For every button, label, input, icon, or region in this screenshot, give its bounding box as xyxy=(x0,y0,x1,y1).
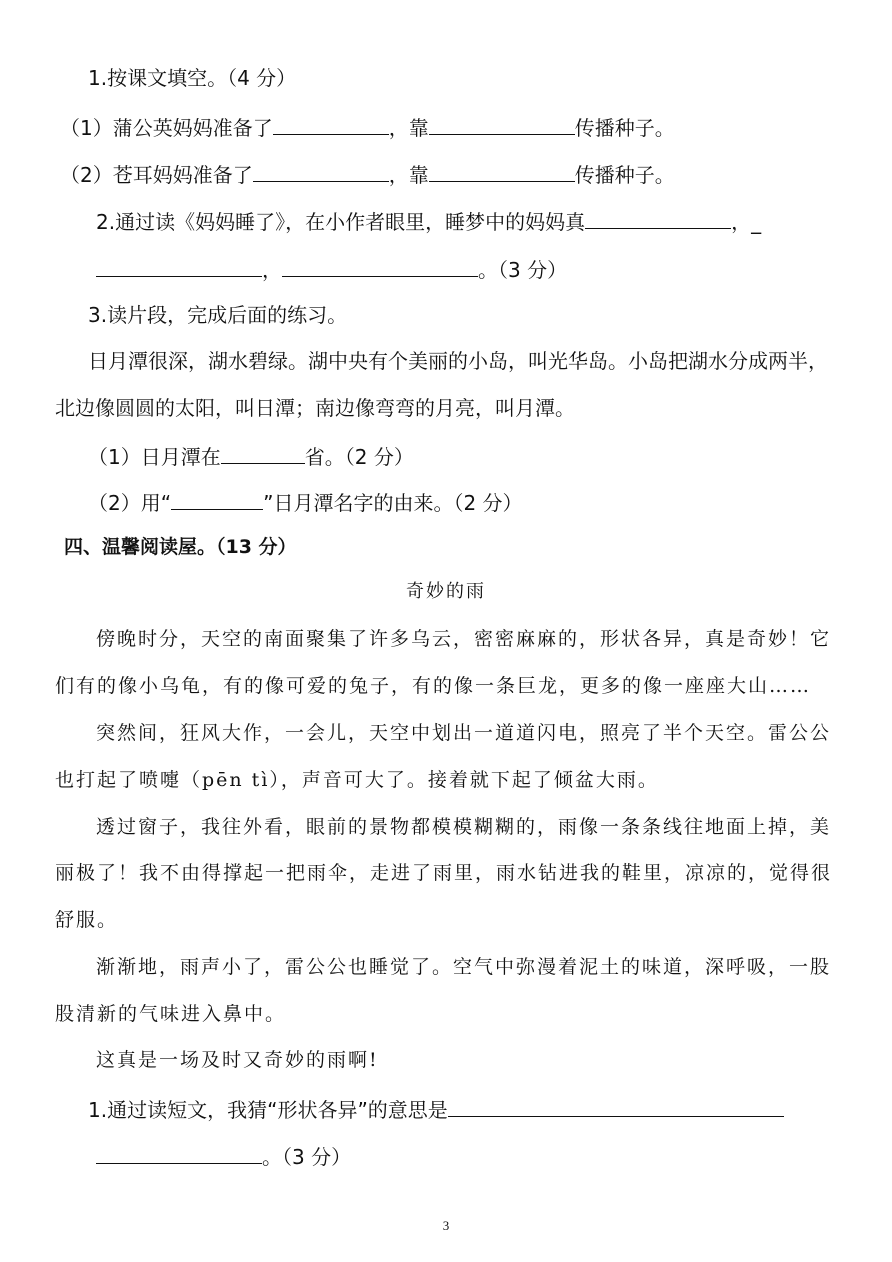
q3-s2-prefix: （2）用“ xyxy=(88,491,172,515)
q1-heading: 1.按课文填空。（4 分） xyxy=(88,66,297,90)
part4-q1-line-1 xyxy=(88,1094,784,1124)
q2-line-1 xyxy=(96,206,761,236)
q3-s1-blank[interactable] xyxy=(221,441,305,464)
passage-p3-line-1: 透过窗子，我往外看，眼前的景物都模模糊糊的，雨像一条条线往地面上掉，美 xyxy=(96,816,832,838)
part4-q1-blank-1[interactable] xyxy=(448,1094,784,1117)
passage-p4-line-1: 渐渐地，雨声小了，雷公公也睡觉了。空气中弥漫着泥土的味道，深呼吸，一股 xyxy=(96,956,832,978)
passage-p1-line-1: 傍晚时分，天空的南面聚集了许多乌云，密密麻麻的，形状各异，真是奇妙！它 xyxy=(96,628,832,650)
part4-q1-prefix: 1.通过读短文，我猜“形状各异”的意思是 xyxy=(88,1098,448,1122)
q2-blank-2[interactable] xyxy=(96,254,262,277)
part4-q1-blank-2[interactable] xyxy=(96,1141,262,1164)
q1-s1-blank-2[interactable] xyxy=(429,112,575,135)
part4-q1-line-2 xyxy=(96,1141,351,1171)
q1-s2-prefix: （2）苍耳妈妈准备了 xyxy=(60,163,253,187)
q3-s1-prefix: （1）日月潭在 xyxy=(88,445,221,469)
q1-s2-blank-1[interactable] xyxy=(253,159,389,182)
q1-s2-blank-2[interactable] xyxy=(429,159,575,182)
q2-tail: _ xyxy=(751,210,762,234)
q2-blank-3[interactable] xyxy=(282,254,478,277)
q3-s1-suffix: 省。（2 分） xyxy=(304,445,414,469)
passage-p2-line-2: 也打起了喷嚏（pēn tì），声音可大了。接着就下起了倾盆大雨。 xyxy=(55,769,659,791)
passage-p3-line-3: 舒服。 xyxy=(55,909,119,931)
q3-passage-line-2: 北边像圆圆的太阳，叫日潭；南边像弯弯的月亮，叫月潭。 xyxy=(55,396,575,420)
q3-sub-2 xyxy=(88,487,523,517)
part4-q1-suffix: 。（3 分） xyxy=(262,1145,352,1169)
q3-sub-1 xyxy=(88,441,414,471)
q2-blank-1[interactable] xyxy=(585,206,731,229)
passage-p4-line-2: 股清新的气味进入鼻中。 xyxy=(55,1003,287,1025)
q1-sentence-1 xyxy=(60,112,675,142)
section-4-heading: 四、温馨阅读屋。（13 分） xyxy=(64,536,297,558)
q1-s1-prefix: （1）蒲公英妈妈准备了 xyxy=(60,116,273,140)
q3-s2-blank[interactable] xyxy=(171,487,263,510)
passage-title: 奇妙的雨 xyxy=(406,581,486,602)
q2-comma: ， xyxy=(731,210,752,234)
page-number: 3 xyxy=(442,1218,450,1233)
q1-sentence-2 xyxy=(60,159,675,189)
q1-s1-suffix: 传播种子。 xyxy=(574,116,675,140)
q3-heading: 3.读片段，完成后面的练习。 xyxy=(88,303,348,327)
passage-p3-line-2: 丽极了！我不由得撑起一把雨伞，走进了雨里，雨水钻进我的鞋里，凉凉的，觉得很 xyxy=(55,862,833,884)
q2-prefix: 2.通过读《妈妈睡了》，在小作者眼里，睡梦中的妈妈真 xyxy=(96,210,586,234)
q1-s2-mid: ，靠 xyxy=(388,163,429,187)
q2-line-2 xyxy=(96,254,567,284)
q2-comma-2: ， xyxy=(262,258,282,282)
q1-s2-suffix: 传播种子。 xyxy=(574,163,675,187)
passage-p1-line-2: 们有的像小乌龟，有的像可爱的兔子，有的像一条巨龙，更多的像一座座大山…… xyxy=(55,675,812,697)
q1-s1-blank-1[interactable] xyxy=(273,112,389,135)
q2-suffix: 。（3 分） xyxy=(478,258,568,282)
q1-s1-mid: ，靠 xyxy=(388,116,429,140)
q3-s2-suffix: ”日月潭名字的由来。（2 分） xyxy=(263,491,523,515)
passage-p2-line-1: 突然间，狂风大作，一会儿，天空中划出一道道闪电，照亮了半个天空。雷公公 xyxy=(96,722,832,744)
passage-p5: 这真是一场及时又奇妙的雨啊! xyxy=(96,1049,379,1071)
q3-passage-line-1: 日月潭很深，湖水碧绿。湖中央有个美丽的小岛，叫光华岛。小岛把湖水分成两半， xyxy=(88,349,828,373)
